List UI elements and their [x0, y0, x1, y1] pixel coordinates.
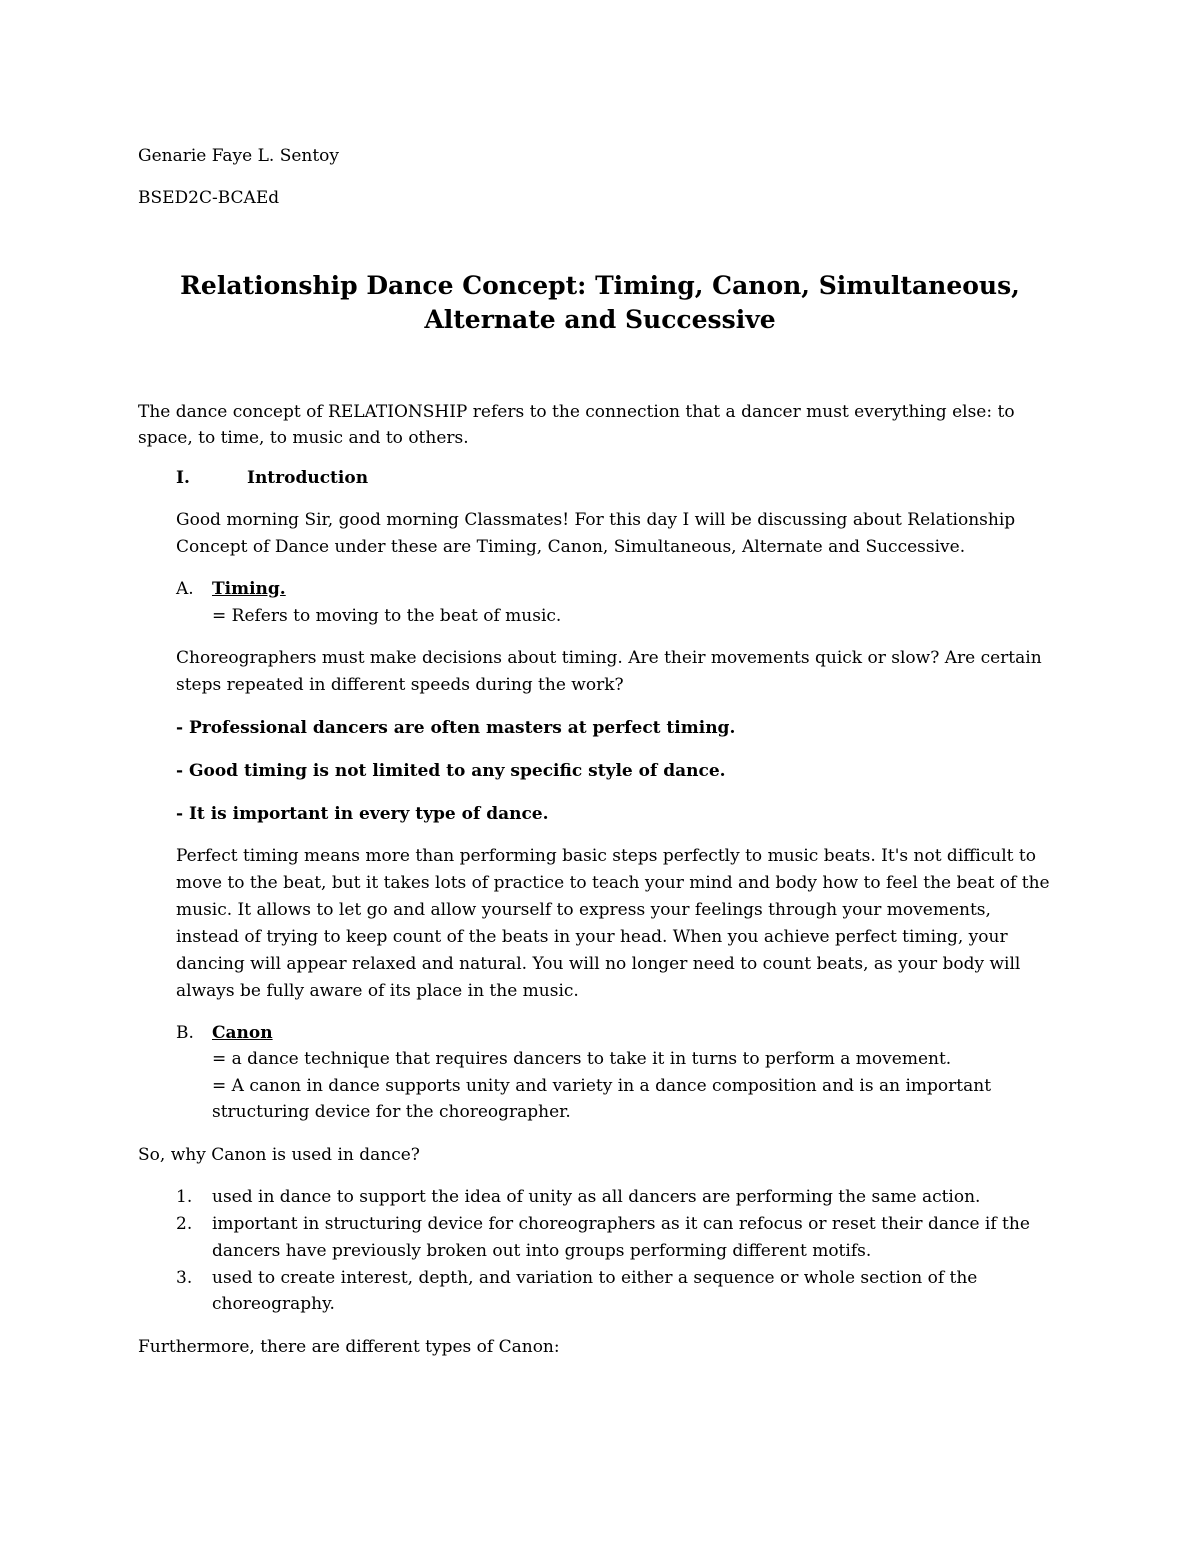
reason-number: 2. — [176, 1214, 193, 1234]
reason-text: dancers have previously broken out into groups performing different motifs. — [212, 1241, 872, 1261]
timing-bullet: - Professional dancers are often masters at perfect timing. — [176, 718, 736, 738]
document-title-line2: Alternate and Successive — [424, 305, 776, 334]
canon-definition2-line1: = A canon in dance supports unity and variety in a dance composition and is an important — [212, 1076, 992, 1096]
timing-paragraph2-line: music. It allows to let go and allow yourself to express your feelings through your movements, — [176, 900, 991, 920]
intro-paragraph-line2: space, to time, to music and to others. — [138, 428, 469, 448]
document-title-line1: Relationship Dance Concept: Timing, Canon, Simultaneous, — [180, 271, 1020, 300]
timing-definition: = Refers to moving to the beat of music. — [212, 606, 562, 626]
reason-number: 3. — [176, 1268, 193, 1288]
intro-paragraph-line1: The dance concept of RELATIONSHIP refers to the connection that a dancer must everything else: to — [138, 402, 1015, 422]
timing-letter: A. — [176, 579, 194, 599]
timing-paragraph2-line: move to the beat, but it takes lots of practice to teach your mind and body how to feel the beat of the — [176, 873, 1050, 893]
reason-text: important in structuring device for choreographers as it can refocus or reset their dance if the — [212, 1214, 1030, 1234]
canon-definition1: = a dance technique that requires dancers to take it in turns to perform a movement. — [212, 1049, 952, 1069]
timing-paragraph2-line: dancing will appear relaxed and natural. You will no longer need to count beats, as your body will — [176, 954, 1021, 974]
reason-text: used in dance to support the idea of unity as all dancers are performing the same action. — [212, 1187, 981, 1207]
timing-paragraph2-line: Perfect timing means more than performing basic steps perfectly to music beats. It's not difficult to — [176, 846, 1036, 866]
greeting-line1: Good morning Sir, good morning Classmates! For this day I will be discussing about Relationship — [176, 510, 1016, 530]
author-name: Genarie Faye L. Sentoy — [138, 146, 340, 166]
course-code: BSED2C-BCAEd — [138, 188, 280, 208]
reason-text: choreography. — [212, 1294, 335, 1314]
reason-number: 1. — [176, 1187, 193, 1207]
timing-paragraph2-line: instead of trying to keep count of the beats in your head. When you achieve perfect timing, your — [176, 927, 1008, 947]
timing-paragraph1-line1: Choreographers must make decisions about timing. Are their movements quick or slow? Are certain — [176, 648, 1042, 668]
section-numeral: I. — [176, 468, 190, 488]
canon-furthermore: Furthermore, there are different types of Canon: — [138, 1337, 560, 1357]
timing-bullet: - Good timing is not limited to any specific style of dance. — [176, 761, 726, 781]
canon-heading: Canon — [212, 1023, 273, 1043]
canon-definition2-line2: structuring device for the choreographer. — [212, 1102, 571, 1122]
greeting-line2: Concept of Dance under these are Timing, Canon, Simultaneous, Alternate and Successive. — [176, 537, 966, 557]
timing-bullet: - It is important in every type of dance. — [176, 804, 549, 824]
reason-text: used to create interest, depth, and variation to either a sequence or whole section of the — [212, 1268, 978, 1288]
timing-heading: Timing. — [212, 579, 286, 599]
canon-letter: B. — [176, 1023, 194, 1043]
timing-paragraph1-line2: steps repeated in different speeds during the work? — [176, 675, 624, 695]
canon-why-question: So, why Canon is used in dance? — [138, 1145, 420, 1165]
section-heading-introduction: Introduction — [247, 468, 369, 488]
timing-paragraph2-line: always be fully aware of its place in the music. — [176, 981, 579, 1001]
